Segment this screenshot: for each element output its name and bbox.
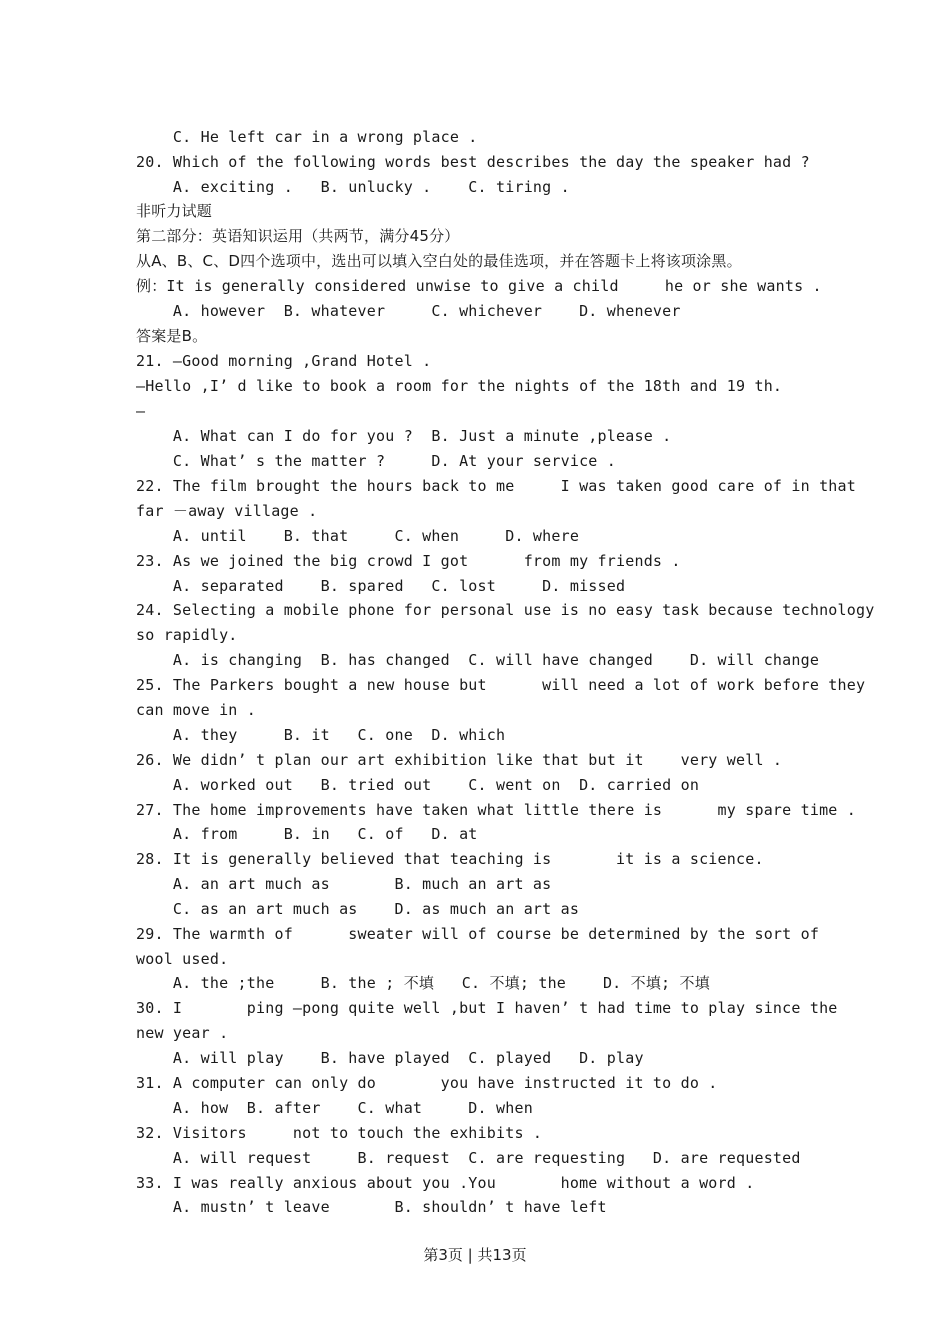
section-heading: 非听力试题 [136, 202, 213, 220]
options-21: C. What’ s the matter ? D. At your service . [136, 452, 616, 470]
options-27: A. from B. in C. of D. at [136, 825, 478, 843]
question-22: 22. The film brought the hours back to me I was taken good care of in that [136, 477, 856, 495]
question-25: 25. The Parkers bought a new house but will need a lot of work before they [136, 676, 866, 694]
options-22: A. until B. that C. when D. where [136, 527, 580, 545]
options-25: A. they B. it C. one D. which [136, 726, 506, 744]
options-33: A. mustn’ t leave B. shouldn’ t have left [136, 1198, 607, 1216]
question-29: 29. The warmth of sweater will of course be determined by the sort of [136, 925, 820, 943]
question-24-line: so rapidly. [136, 626, 238, 644]
options-23: A. separated B. spared C. lost D. missed [136, 577, 626, 595]
question-32: 32. Visitors not to touch the exhibits . [136, 1124, 543, 1142]
question-31: 31. A computer can only do you have instructed it to do . [136, 1074, 718, 1092]
question-30: 30. I ping —pong quite well ,but I haven’ t had time to play since the [136, 999, 838, 1017]
options-28: A. an art much as B. much an art as [136, 875, 552, 893]
options-31: A. how B. after C. what D. when [136, 1099, 533, 1117]
options-20: A. exciting . B. unlucky . C. tiring . [136, 178, 570, 196]
instructions: 从A、B、C、D四个选项中，选出可以填入空白处的最佳选项，并在答题卡上将该项涂黑。 [136, 252, 742, 270]
question-29-line: wool used. [136, 950, 229, 968]
part-heading: 第二部分：英语知识运用（共两节，满分45分） [136, 227, 460, 245]
options-26: A. worked out B. tried out C. went on D. carried on [136, 776, 700, 794]
question-28: 28. It is generally believed that teaching is it is a science. [136, 850, 764, 868]
question-24: 24. Selecting a mobile phone for personal use is no easy task because technology [136, 601, 875, 619]
options-32: A. will request B. request C. are requesting D. are requested [136, 1149, 801, 1167]
example-options: A. however B. whatever C. whichever D. whenever [136, 302, 681, 320]
question-25-line: can move in . [136, 701, 256, 719]
page-footer: 第3页 | 共13页 [423, 1246, 527, 1264]
question-27: 27. The home improvements have taken what little there is my spare time . [136, 801, 856, 819]
question-22-line: far －away village . [136, 502, 318, 520]
options-28: C. as an art much as D. as much an art as [136, 900, 580, 918]
question-23: 23. As we joined the big crowd I got from my friends . [136, 552, 681, 570]
example-question: 例：It is generally considered unwise to give a child he or she wants . [136, 277, 822, 295]
example-answer: 答案是B。 [136, 327, 208, 345]
options-29: A. the ;the B. the ; 不填 C. 不填; the D. 不填; 不填 [136, 974, 710, 992]
options-24: A. is changing B. has changed C. will have changed D. will change [136, 651, 820, 669]
question-26: 26. We didn’ t plan our art exhibition like that but it very well . [136, 751, 783, 769]
question-21-line: — [136, 402, 146, 420]
question-33: 33. I was really anxious about you .You home without a word . [136, 1174, 755, 1192]
question-20: 20. Which of the following words best describes the day the speaker had ? [136, 153, 810, 171]
options-21: A. What can I do for you ? B. Just a minute ,please . [136, 427, 672, 445]
options-30: A. will play B. have played C. played D. play [136, 1049, 644, 1067]
question-30-line: new year . [136, 1024, 229, 1042]
text-line: C. He left car in a wrong place . [136, 128, 478, 146]
question-21: 21. —Good morning ,Grand Hotel . [136, 352, 432, 370]
question-21-line: —Hello ,I’ d like to book a room for the nights of the 18th and 19 th. [136, 377, 783, 395]
